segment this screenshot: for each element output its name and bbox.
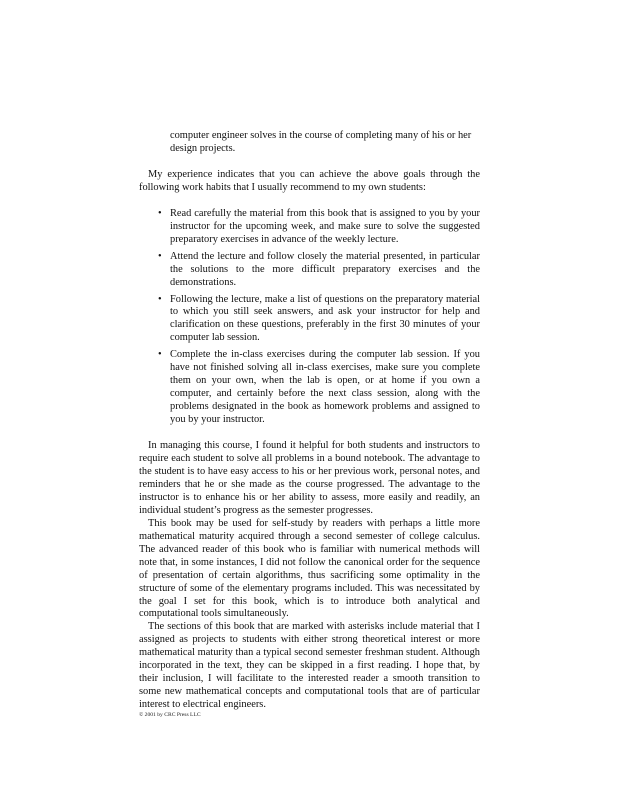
list-item — [139, 349, 480, 427]
list-item-text: Attend the lecture and follow closely the material presented, in particular the solutions to the more difficult preparatory exercises and the demonstrations. — [170, 250, 480, 288]
paragraph-notebook: In managing this course, I found it helpful for both students and instructors to require each student to solve all problems in a bound notebook. The advantage to the student is to have easy access to his or her previous work, personal notes, and reminders that he or she made as the course progressed. The advantage to the instructor is to enhance his or her ability to assess, more easily and readily, an individual student’s progress as the semester progresses. — [139, 440, 480, 516]
bullet-icon: • — [158, 349, 162, 361]
intro-continuation: computer engineer solves in the course of completing many of his or her design projects. — [170, 130, 472, 154]
paragraph-self-study: This book may be used for self-study by readers with perhaps a little more mathematical maturity acquired through a second semester of college calculus. The advanced reader of this book who is familiar with numerical methods will note that, in some instances, I did not follow the canonical order for the sequence of presentation of certain algorithms, thus sacrificing some optimality in the structure of some of the elementary programs included. This was necessitated by the goal I set for this book, which is to introduce both analytical and computational tools simultaneously. — [139, 517, 480, 620]
list-item — [139, 251, 480, 290]
list-item — [139, 208, 480, 247]
work-habits-list — [139, 208, 480, 427]
list-item-text: Complete the in-class exercises during the computer lab session. If you have not finished solving all in-class exercises, make sure you complete them on your own, when the lab is open, or at home if you own a computer, and certainly before the next class session, along with the problems designated in the book as homework problems and assigned to you by your instructor. — [170, 349, 480, 426]
list-item-text: Read carefully the material from this book that is assigned to you by your instructor for the upcoming week, and make sure to solve the suggested preparatory exercises in advance of the weekly lecture. — [170, 207, 480, 245]
bullet-icon: • — [158, 207, 162, 219]
page-body — [139, 130, 480, 712]
bullet-icon: • — [158, 250, 162, 262]
list-item — [139, 294, 480, 346]
paragraph-asterisks: The sections of this book that are marked with asterisks include material that I assigned as projects to students with either strong theoretical interest or more mathematical maturity than a typical second semester freshman student. Although incorporated in the text, they can be skipped in a first reading. I hope that, by their inclusion, I will facilitate to the interested reader a smooth transition to some new mathematical concepts and computational tools that are of particular interest to electrical engineers. — [139, 621, 480, 711]
bullet-icon: • — [158, 293, 162, 305]
copyright-footer: © 2001 by CRC Press LLC — [139, 712, 201, 718]
list-item-text: Following the lecture, make a list of questions on the preparatory material to which you still seek answers, and ask your instructor for help and clarification on these questions, preferably in the first 30 minutes of your computer lab session. — [170, 293, 480, 344]
experience-paragraph: My experience indicates that you can achieve the above goals through the following work habits that I usually recommend to my own students: — [139, 168, 480, 193]
